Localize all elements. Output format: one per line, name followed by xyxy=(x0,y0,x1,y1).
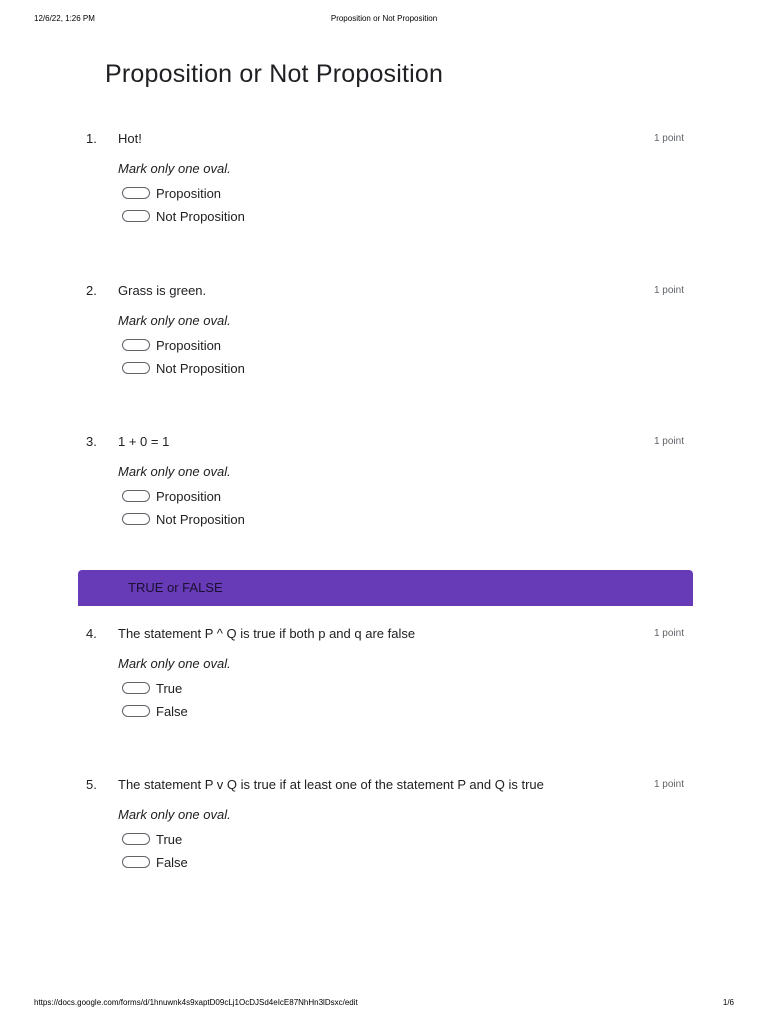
option-label: Not Proposition xyxy=(156,511,245,527)
question-hint: Mark only one oval. xyxy=(118,313,231,328)
option-proposition[interactable] xyxy=(122,487,221,505)
radio-oval[interactable] xyxy=(122,705,150,717)
question-hint: Mark only one oval. xyxy=(118,464,231,479)
question-number: 1. xyxy=(86,131,97,146)
question-text: 1 + 0 = 1 xyxy=(118,434,170,449)
question-number: 5. xyxy=(86,777,97,792)
option-label: Proposition xyxy=(156,337,222,353)
question-points: 1 point xyxy=(653,628,684,639)
question-number: 3. xyxy=(86,434,97,449)
option-label: Proposition xyxy=(156,185,222,201)
question-points: 1 point xyxy=(653,133,684,144)
question-text: Hot! xyxy=(118,131,142,146)
question-text: The statement P ^ Q is true if both p and q are false xyxy=(118,626,416,641)
question-points: 1 point xyxy=(653,779,684,790)
section-header xyxy=(78,570,693,606)
page-number: 1/6 xyxy=(722,998,734,1007)
option-true[interactable] xyxy=(122,679,182,697)
option-not-proposition[interactable] xyxy=(122,207,245,225)
radio-oval[interactable] xyxy=(122,513,150,525)
question-number: 4. xyxy=(86,626,97,641)
radio-oval[interactable] xyxy=(122,187,150,199)
radio-oval[interactable] xyxy=(122,833,150,845)
print-datetime: 12/6/22, 1:26 PM xyxy=(34,14,95,23)
question-5 xyxy=(0,777,768,897)
option-label: False xyxy=(156,703,188,719)
option-false[interactable] xyxy=(122,853,188,871)
option-label: Not Proposition xyxy=(156,208,245,224)
form-title: Proposition or Not Proposition xyxy=(105,60,444,88)
option-label: Not Proposition xyxy=(156,360,245,376)
question-points: 1 point xyxy=(653,436,684,447)
question-number: 2. xyxy=(86,283,97,298)
section-title: TRUE or FALSE xyxy=(128,580,223,595)
question-text: The statement P v Q is true if at least one of the statement P and Q is true xyxy=(118,777,544,792)
radio-oval[interactable] xyxy=(122,490,150,502)
print-doc-title: Proposition or Not Proposition xyxy=(330,14,438,23)
radio-oval[interactable] xyxy=(122,339,150,351)
print-header xyxy=(0,14,768,26)
question-4 xyxy=(0,626,768,746)
option-label: Proposition xyxy=(156,488,222,504)
question-1 xyxy=(0,131,768,251)
question-points: 1 point xyxy=(653,285,684,296)
option-label: True xyxy=(156,680,183,696)
option-false[interactable] xyxy=(122,702,188,720)
option-not-proposition[interactable] xyxy=(122,359,245,377)
radio-oval[interactable] xyxy=(122,856,150,868)
print-footer xyxy=(0,998,768,1010)
question-hint: Mark only one oval. xyxy=(118,161,231,176)
option-true[interactable] xyxy=(122,830,182,848)
option-label: False xyxy=(156,854,188,870)
option-proposition[interactable] xyxy=(122,184,221,202)
question-hint: Mark only one oval. xyxy=(118,656,231,671)
radio-oval[interactable] xyxy=(122,362,150,374)
question-3 xyxy=(0,434,768,554)
question-text: Grass is green. xyxy=(118,283,207,298)
question-2 xyxy=(0,283,768,403)
option-proposition[interactable] xyxy=(122,336,221,354)
print-url: https://docs.google.com/forms/d/1hnuwnk4s9xaptD09cLj1OcDJSd4eIcE87NhHn3lDsxc/edit xyxy=(34,998,358,1007)
option-label: True xyxy=(156,831,183,847)
radio-oval[interactable] xyxy=(122,682,150,694)
option-not-proposition[interactable] xyxy=(122,510,245,528)
question-hint: Mark only one oval. xyxy=(118,807,231,822)
radio-oval[interactable] xyxy=(122,210,150,222)
